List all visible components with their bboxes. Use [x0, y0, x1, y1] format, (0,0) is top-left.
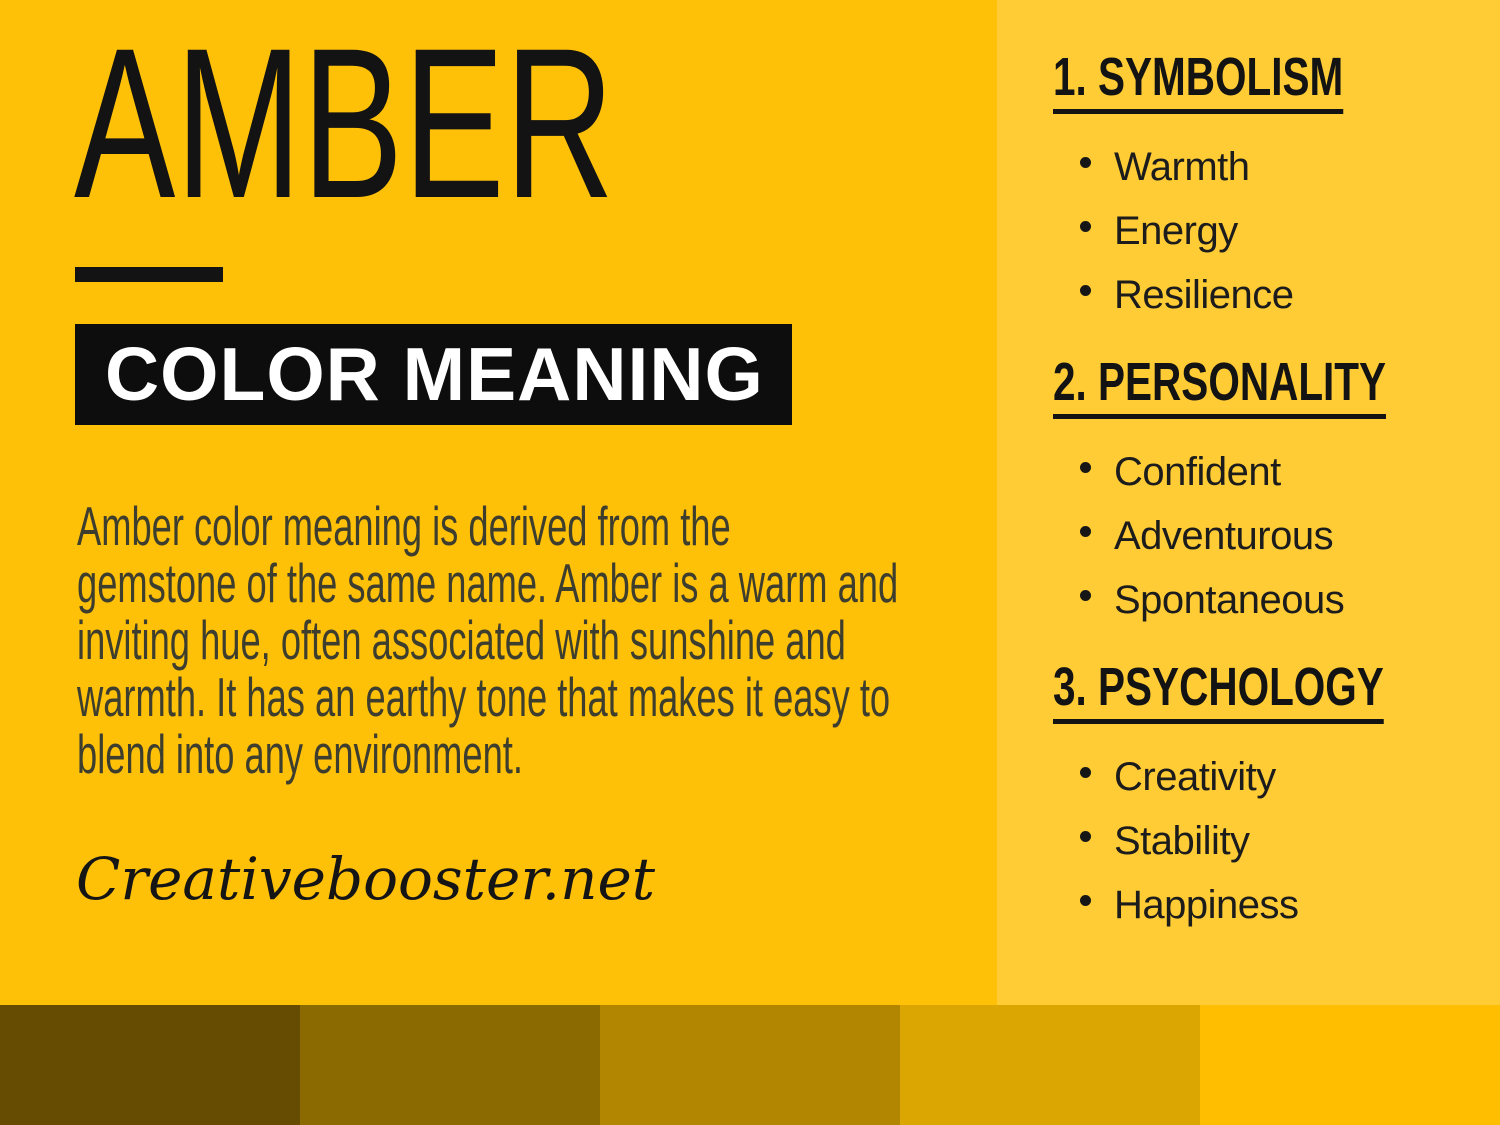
- section-symbolism: [1053, 47, 1500, 327]
- palette-swatch-shade-4: [900, 1005, 1200, 1125]
- bullet-item: Spontaneous: [1053, 568, 1500, 632]
- psychology-list: [1053, 745, 1500, 937]
- info-panel: [997, 0, 1500, 1005]
- section-personality-heading: 2. PERSONALITY: [1053, 355, 1386, 419]
- bullet-item: Energy: [1053, 199, 1500, 263]
- page-title: AMBER: [74, 4, 615, 243]
- palette-swatch-shade-5: [1200, 1005, 1500, 1125]
- bullet-item: Resilience: [1053, 263, 1500, 327]
- section-symbolism-heading: 1. SYMBOLISM: [1053, 50, 1343, 114]
- color-palette-strip: [0, 1005, 1500, 1125]
- description-line: Amber color meaning is derived from the: [77, 495, 731, 557]
- symbolism-list: [1053, 135, 1500, 327]
- section-psychology-heading: 3. PSYCHOLOGY: [1053, 660, 1384, 724]
- personality-list: [1053, 440, 1500, 632]
- bullet-item: Adventurous: [1053, 504, 1500, 568]
- description-line: blend into any environment.: [77, 723, 523, 785]
- description-line: warmth. It has an earthy tone that makes it easy to: [77, 666, 891, 728]
- watermark-signature: Creativebooster.net: [76, 845, 656, 913]
- tag-label: COLOR MEANING: [105, 332, 764, 416]
- description-line: inviting hue, often associated with sunshine and: [77, 609, 846, 671]
- bullet-item: Happiness: [1053, 873, 1500, 937]
- title-divider: [75, 267, 223, 282]
- palette-swatch-shade-3: [600, 1005, 900, 1125]
- description-paragraph: [77, 495, 899, 785]
- bullet-item: Confident: [1053, 440, 1500, 504]
- bullet-item: Warmth: [1053, 135, 1500, 199]
- section-psychology: [1053, 657, 1500, 937]
- bullet-item: Stability: [1053, 809, 1500, 873]
- tag-box: [75, 324, 792, 425]
- section-personality: [1053, 352, 1500, 632]
- palette-swatch-shade-2: [300, 1005, 600, 1125]
- palette-swatch-shade-1: [0, 1005, 300, 1125]
- bullet-item: Creativity: [1053, 745, 1500, 809]
- description-line: gemstone of the same name. Amber is a warm and: [77, 552, 899, 614]
